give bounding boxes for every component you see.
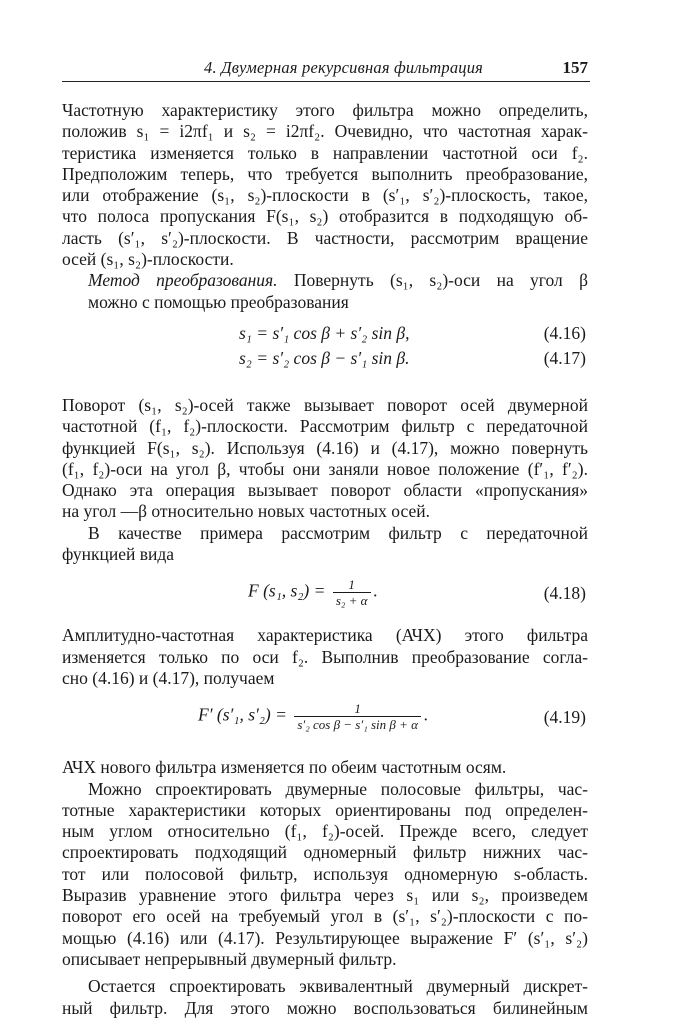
fraction bbox=[294, 701, 421, 732]
fraction-numerator: 1 bbox=[354, 701, 361, 717]
fraction-denominator: s₂ + α bbox=[333, 592, 371, 608]
text-line: Однако эта операция вызывает поворот области «пропускания» bbox=[62, 480, 588, 501]
paragraph-example bbox=[62, 523, 588, 566]
text-segment: Повернуть (s₁, s₂)-оси на угол β bbox=[277, 270, 588, 291]
text-line: функцией вида bbox=[62, 544, 175, 565]
equation-lhs: F′ (s′₁, s′₂) = bbox=[198, 704, 287, 725]
header-rule bbox=[62, 81, 590, 82]
fraction-numerator: 1 bbox=[348, 577, 355, 593]
equation-tail: . bbox=[373, 580, 378, 601]
paragraph-discrete-design bbox=[62, 976, 588, 1019]
paragraph-amplitude-response bbox=[62, 625, 588, 689]
text-line: сно (4.16) и (4.17), получаем bbox=[62, 667, 275, 688]
text-line: Предположим теперь, что требуется выполнить преобразование, bbox=[62, 163, 588, 184]
equation-tail: . bbox=[423, 704, 429, 725]
text-line: Можно спроектировать двумерные полосовые фильтры, час- bbox=[88, 778, 588, 799]
text-line: частотной (f₁, f₂)-плоскости. Рассмотрим фильтр с передаточной bbox=[62, 416, 588, 437]
text-line: осей (s₁, s₂)-плоскости. bbox=[62, 249, 234, 270]
text-line: на угол —β относительно новых частотных осей. bbox=[62, 501, 430, 522]
text-line: Поворот (s₁, s₂)-осей также вызывает поворот осей двумерной bbox=[62, 394, 588, 415]
equation-number: (4.19) bbox=[543, 707, 586, 728]
text-line: тот или полосовой фильтр, используя одномерную s-область. bbox=[62, 863, 588, 884]
page-number: 157 bbox=[562, 58, 588, 77]
paragraph-transformation-method bbox=[62, 270, 588, 313]
text-line: В качестве примера рассмотрим фильтр с передаточной bbox=[88, 522, 588, 543]
text-line: теристика изменяется только в направлении частотной оси f₂. bbox=[62, 142, 588, 163]
equation-expression: s₂ = s′₂ cos β − s′₁ sin β. bbox=[239, 347, 410, 368]
text-line: ласть (s′₁, s′₂)-плоскости. В частности, рассмотрим вращение bbox=[62, 227, 588, 248]
text-line: ный фильтр. Для этого можно воспользоваться билинейным bbox=[62, 997, 588, 1018]
running-head: 4. Двумерная рекурсивная фильтрация bbox=[204, 58, 484, 77]
text-line: Остается спроектировать эквивалентный двумерный дискрет- bbox=[88, 976, 588, 997]
text-line: Амплитудно-частотная характеристика (АЧХ) этого фильтра bbox=[62, 625, 588, 646]
text-line: что полоса пропускания F(s₁, s₂) отобразится в подходящую об- bbox=[62, 206, 588, 227]
paragraph-bandpass-design bbox=[62, 779, 588, 971]
fraction-denominator: s′₂ cos β − s′₁ sin β + α bbox=[294, 716, 421, 732]
text-line: описывает непрерывный двумерный фильтр. bbox=[62, 948, 397, 969]
text-line: АЧХ нового фильтра изменяется по обеим частотным осям. bbox=[62, 757, 507, 778]
equation-number: (4.16) bbox=[543, 322, 586, 343]
equation-expression bbox=[248, 577, 378, 608]
method-title: Метод преобразования. bbox=[88, 270, 278, 291]
paragraph-frequency-response bbox=[62, 100, 588, 270]
text-line: изменяется только по оси f₂. Выполнив преобразование согла- bbox=[62, 646, 588, 667]
text-line: Частотную характеристику этого фильтра можно определить, bbox=[62, 100, 588, 120]
text-line: поворот его осей на требуемый угол в (s′₁, s′₂)-плоскости с по- bbox=[62, 906, 588, 927]
text-line: мощью (4.16) или (4.17). Результирующее выражение F′ (s′₁, s′₂) bbox=[62, 927, 588, 948]
equation-4-16 bbox=[62, 323, 588, 348]
text-line bbox=[62, 270, 588, 291]
equation-4-18 bbox=[62, 575, 588, 609]
equation-4-17 bbox=[62, 348, 588, 373]
text-line: тотные характеристики которых ориентированы под определен- bbox=[62, 799, 588, 820]
text-line: спроектировать подходящий одномерный фильтр нижних час- bbox=[62, 842, 588, 863]
equation-expression: s₁ = s′₁ cos β + s′₂ sin β, bbox=[239, 322, 410, 343]
paragraph-new-filter bbox=[62, 757, 588, 778]
text-line: можно с помощью преобразования bbox=[88, 291, 349, 312]
paragraph-axis-rotation bbox=[62, 395, 588, 523]
page-body bbox=[62, 100, 588, 1019]
text-line: или отображение (s₁, s₂)-плоскости в (s′₁, s′₂)-плоскость, такое, bbox=[62, 185, 588, 206]
text-line: функцией F(s₁, s₂). Используя (4.16) и (4.17), можно повернуть bbox=[62, 437, 588, 458]
equation-4-19 bbox=[62, 699, 588, 735]
text-line: (f₁, f₂)-оси на угол β, чтобы они заняли новое положение (f′₁, f′₂). bbox=[62, 458, 588, 479]
equation-lhs: F (s₁, s₂) = bbox=[248, 580, 326, 601]
fraction bbox=[333, 577, 371, 608]
equation-expression bbox=[198, 701, 428, 732]
text-line: ным углом относительно (f₁, f₂)-осей. Прежде всего, следует bbox=[62, 821, 588, 842]
equation-number: (4.17) bbox=[543, 347, 586, 368]
text-line: Выразив уравнение этого фильтра через s₁ или s₂, произведем bbox=[62, 885, 588, 906]
equation-number: (4.18) bbox=[543, 583, 586, 604]
page-header bbox=[62, 58, 590, 84]
text-line: положив s₁ = i2πf₁ и s₂ = i2πf₂. Очевидно, что частотная харак- bbox=[62, 121, 588, 142]
